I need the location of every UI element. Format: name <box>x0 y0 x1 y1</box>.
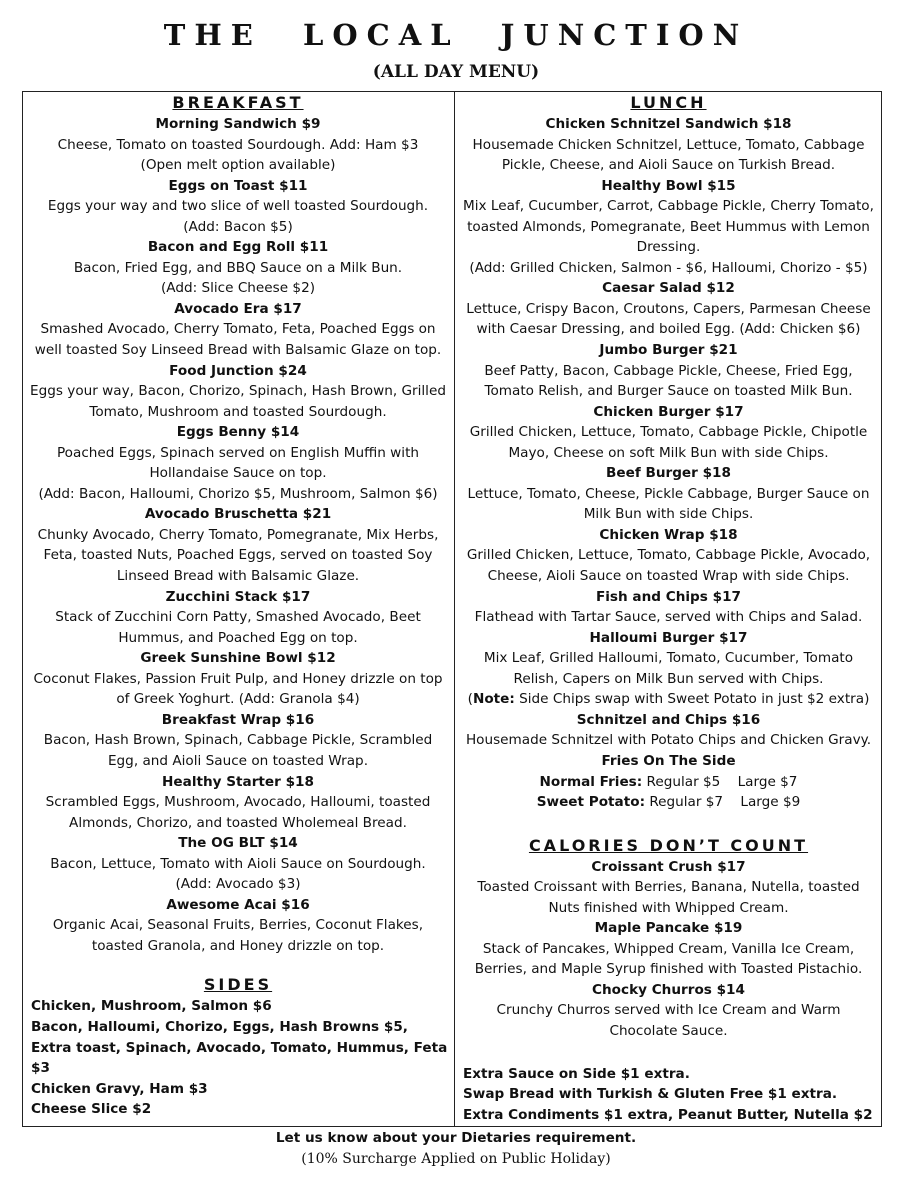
menu-item <box>23 504 453 586</box>
menu-item <box>23 422 453 504</box>
note-text: Side Chips swap with Sweet Potato in just $2 extra) <box>514 691 870 708</box>
item-name: Healthy Starter $18 <box>162 773 314 790</box>
menu-item <box>23 648 453 710</box>
item-name: Avocado Bruschetta $21 <box>144 506 332 523</box>
left-column <box>23 92 453 1120</box>
menu-item <box>455 710 882 751</box>
menu-item <box>455 340 882 402</box>
item-name: Halloumi Burger $17 <box>589 629 748 646</box>
extras-list <box>455 1064 882 1126</box>
item-description: Eggs your way and two slice of well toasted Sourdough. (Add: Bacon $5) <box>47 198 429 235</box>
sides-list <box>23 996 453 1119</box>
item-description: Poached Eggs, Spinach served on English Muffin with Hollandaise Sauce on top. (Add: Bacon, Halloumi, Chorizo $5, Mushroom, Salmon $6) <box>38 444 438 502</box>
item-description: Chunky Avocado, Cherry Tomato, Pomegranate, Mix Herbs, Feta, toasted Nuts, Poached Eggs, served on toasted Soy Linseed Bread with Balsamic Glaze. <box>37 526 439 585</box>
menu-frame <box>22 91 882 1127</box>
extras-line: Extra Sauce on Side $1 extra. <box>463 1065 690 1082</box>
calories-heading: CALORIES DON’T COUNT <box>528 835 809 855</box>
halloumi-note: (Note: Side Chips swap with Sweet Potato in just $2 extra) <box>467 691 870 708</box>
sweet-potato-line <box>455 792 882 813</box>
menu-item <box>455 980 882 1042</box>
menu-item <box>23 237 453 299</box>
menu-title: THE LOCAL JUNCTION <box>163 18 749 52</box>
menu-item <box>455 463 882 525</box>
item-description: Eggs your way, Bacon, Chorizo, Spinach, Hash Brown, Grilled Tomato, Mushroom and toasted Sourdough. <box>30 383 446 420</box>
lunch-list <box>455 114 882 689</box>
item-description: Bacon, Lettuce, Tomato with Aioli Sauce on Sourdough. (Add: Avocado $3) <box>50 855 426 893</box>
menu-item <box>455 114 882 176</box>
right-column <box>455 92 882 1125</box>
sides-line: Bacon, Halloumi, Chorizo, Eggs, Hash Browns $5, <box>31 1018 408 1035</box>
sweet-potato-regular: Regular $7 <box>645 794 724 811</box>
menu-item <box>455 402 882 464</box>
item-name: Greek Sunshine Bowl $12 <box>140 650 336 667</box>
breakfast-heading: BREAKFAST <box>172 93 304 112</box>
normal-fries-large: Large $7 <box>737 773 798 790</box>
item-description: Cheese, Tomato on toasted Sourdough. Add: Ham $3 (Open melt option available) <box>57 136 419 174</box>
item-name: Maple Pancake $19 <box>594 920 743 937</box>
fries-section <box>455 751 882 813</box>
item-name: Food Junction $24 <box>169 362 307 379</box>
breakfast-list <box>23 114 453 956</box>
item-name: Croissant Crush $17 <box>591 858 746 875</box>
item-description: Housemade Schnitzel with Potato Chips and Chicken Gravy. <box>465 732 872 749</box>
item-description: Housemade Chicken Schnitzel, Lettuce, Tomato, Cabbage Pickle, Cheese, and Aioli Sauce on Turkish Bread. <box>472 136 865 174</box>
item-name: Chicken Burger $17 <box>593 403 744 420</box>
item-description: Organic Acai, Seasonal Fruits, Berries, Coconut Flakes, toasted Granola, and Honey drizzle on top. <box>52 917 424 954</box>
extras-line: Extra Condiments $1 extra, Peanut Butter, Nutella $2 <box>463 1106 873 1123</box>
item-description: Grilled Chicken, Lettuce, Tomato, Cabbage Pickle, Avocado, Cheese, Aioli Sauce on toasted Wrap with side Chips. <box>466 547 871 585</box>
item-description: Coconut Flakes, Passion Fruit Pulp, and Honey drizzle on top of Greek Yoghurt. (Add: Granola $4) <box>33 670 443 708</box>
item-name: The OG BLT $14 <box>178 835 298 852</box>
normal-fries-line <box>455 772 882 793</box>
sides-line: Cheese Slice $2 <box>31 1101 152 1118</box>
menu-item <box>23 710 453 772</box>
item-description: Bacon, Hash Brown, Spinach, Cabbage Pickle, Scrambled Egg, and Aioli Sauce on toasted Wrap. <box>43 732 433 769</box>
sides-line: Chicken Gravy, Ham $3 <box>31 1080 208 1097</box>
item-description: Stack of Pancakes, Whipped Cream, Vanilla Ice Cream, Berries, and Maple Syrup finished with Toasted Pistachio. <box>474 940 863 978</box>
item-name: Jumbo Burger $21 <box>599 342 738 359</box>
menu-item <box>455 587 882 628</box>
menu-item <box>455 918 882 980</box>
calories-list <box>455 857 882 1042</box>
sides-line: Chicken, Mushroom, Salmon $6 <box>31 998 272 1015</box>
menu-item <box>455 857 882 919</box>
item-name: Caesar Salad $12 <box>602 280 735 297</box>
item-name: Chicken Schnitzel Sandwich $18 <box>545 116 792 132</box>
item-name: Eggs Benny $14 <box>176 424 300 441</box>
extras-line: Swap Bread with Turkish & Gluten Free $1 extra. <box>463 1086 838 1103</box>
menu-item <box>455 278 882 340</box>
item-name: Breakfast Wrap $16 <box>161 711 315 728</box>
sweet-potato-label: Sweet Potato: <box>536 794 645 811</box>
menu-item <box>455 525 882 587</box>
menu-item <box>23 361 453 423</box>
menu-item <box>23 833 453 895</box>
surcharge-note: (10% Surcharge Applied on Public Holiday) <box>301 1151 611 1167</box>
item-description: Flathead with Tartar Sauce, served with Chips and Salad. <box>474 609 863 626</box>
item-name: Healthy Bowl $15 <box>601 177 736 194</box>
item-description: Grilled Chicken, Lettuce, Tomato, Cabbage Pickle, Chipotle Mayo, Cheese on soft Milk Bun with side Chips. <box>469 424 868 461</box>
item-name: Beef Burger $18 <box>606 465 731 482</box>
menu-item <box>23 114 453 176</box>
item-name: Schnitzel and Chips $16 <box>576 711 761 728</box>
item-name: Eggs on Toast $11 <box>168 177 308 194</box>
item-name: Bacon and Egg Roll $11 <box>147 239 329 256</box>
menu-item <box>23 587 453 649</box>
item-description: Crunchy Churros served with Ice Cream and Warm Chocolate Sauce. <box>496 1002 841 1039</box>
item-name: Awesome Acai $16 <box>166 896 310 913</box>
menu-item <box>23 176 453 238</box>
item-description: Mix Leaf, Grilled Halloumi, Tomato, Cucumber, Tomato Relish, Capers on Milk Bun served with Chips. <box>483 650 854 687</box>
sweet-potato-large: Large $9 <box>740 794 801 811</box>
menu-item <box>23 772 453 834</box>
sides-heading: SIDES <box>203 975 273 995</box>
item-description: Lettuce, Crispy Bacon, Croutons, Capers, Parmesan Cheese with Caesar Dressing, and boiled Egg. (Add: Chicken $6) <box>466 300 871 338</box>
item-name: Zucchini Stack $17 <box>165 588 311 605</box>
sides-line: Extra toast, Spinach, Avocado, Tomato, Hummus, Feta $3 <box>31 1039 448 1077</box>
item-description: Bacon, Fried Egg, and BBQ Sauce on a Milk Bun. (Add: Slice Cheese $2) <box>73 259 403 297</box>
normal-fries-regular: Regular $5 <box>642 773 721 790</box>
normal-fries-label: Normal Fries: <box>539 773 643 790</box>
lunch-heading: LUNCH <box>630 93 707 112</box>
item-description: Stack of Zucchini Corn Patty, Smashed Avocado, Beet Hummus, and Poached Egg on top. <box>55 609 421 646</box>
item-description: Smashed Avocado, Cherry Tomato, Feta, Poached Eggs on well toasted Soy Linseed Bread with Balsamic Glaze on top. <box>34 321 442 359</box>
item-name: Fish and Chips $17 <box>595 588 741 605</box>
item-name: Morning Sandwich $9 <box>155 116 321 132</box>
item-description: Toasted Croissant with Berries, Banana, Nutella, toasted Nuts finished with Whipped Cream. <box>477 879 860 916</box>
dietary-note: Let us know about your Dietaries requirement. <box>275 1130 637 1146</box>
menu-item <box>23 299 453 361</box>
item-description: Lettuce, Tomato, Cheese, Pickle Cabbage, Burger Sauce on Milk Bun with side Chips. <box>467 485 870 523</box>
fries-heading: Fries On The Side <box>601 752 736 769</box>
menu-subtitle: (ALL DAY MENU) <box>372 62 540 82</box>
item-name: Chocky Churros $14 <box>592 981 745 998</box>
note-label: Note: <box>472 691 515 708</box>
item-name: Avocado Era $17 <box>174 300 302 317</box>
item-name: Chicken Wrap $18 <box>599 526 738 543</box>
item-description: Mix Leaf, Cucumber, Carrot, Cabbage Pickle, Cherry Tomato, toasted Almonds, Pomegranate, Beet Hummus with Lemon Dressing. (Add: Grilled Chicken, Salmon - $6, Halloumi, Chorizo - $5) <box>463 198 874 276</box>
menu-item <box>455 628 882 690</box>
item-description: Scrambled Eggs, Mushroom, Avocado, Halloumi, toasted Almonds, Chorizo, and toasted Wholemeal Bread. <box>45 794 431 831</box>
menu-item <box>455 176 882 279</box>
menu-item <box>23 895 453 957</box>
item-description: Beef Patty, Bacon, Cabbage Pickle, Cheese, Fried Egg, Tomato Relish, and Burger Sauce on toasted Milk Bun. <box>484 362 853 400</box>
